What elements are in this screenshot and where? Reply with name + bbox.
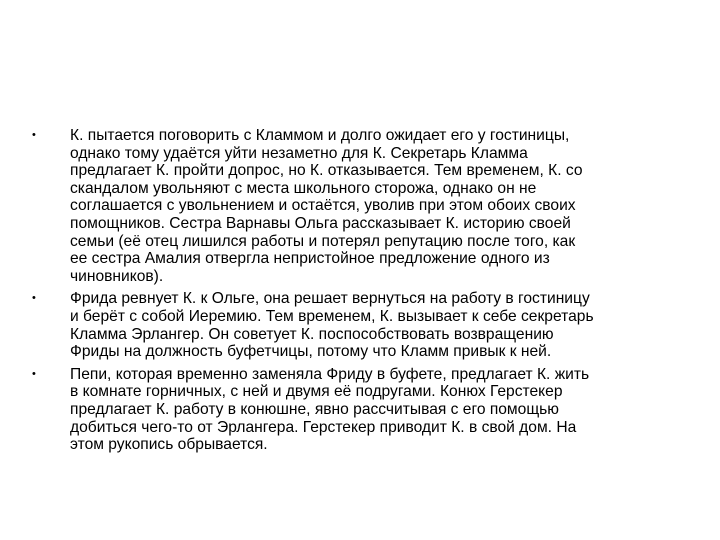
bullet-icon: • (32, 292, 36, 305)
bullet-text: Фрида ревнует К. к Ольге, она решает вернуться на работу в гостиницу и берёт с собой Иеремию. Тем временем, К. вызывает к себе секретарь Кламма Эрлангер. Он советует К. поспособствовать возвращению Фриды на должность буфетчицы, потому что Кламм привык к ней. (70, 290, 594, 361)
bullet-list (32, 127, 682, 459)
bullet-icon: • (32, 367, 36, 380)
bullet-icon: • (32, 129, 36, 141)
bullet-item (32, 290, 682, 360)
bullet-text: Пепи, которая временно заменяла Фриду в буфете, предлагает К. жить в комнате горничных, с ней и двумя её подругами. Конюх Герстекер предлагает К. работу в конюшне, явно рассчитывая с его помощью добиться чего-то от Эрлангера. Герстекер приводит К. в свой дом. На этом рукопись обрывается. (70, 365, 590, 454)
bullet-item (32, 366, 682, 454)
bullet-text: К. пытается поговорить с Кламмом и долго ожидает его у гостиницы, однако тому удаётся уйти незаметно для К. Секретарь Кламма предлагает К. пройти допрос, но К. отказывается. Тем временем, К. со скандалом увольняют с места школьного сторожа, однако он не соглашается с увольнением и остаётся, уволив при этом обоих своих помощников. Сестра Варнавы Ольга рассказывает К. историю своей семьи (её отец лишился работы и потерял репутацию после того, как ее сестра Амалия отвергла непристойное предложение одного из чиновников). (70, 127, 583, 285)
bullet-item (32, 127, 682, 285)
